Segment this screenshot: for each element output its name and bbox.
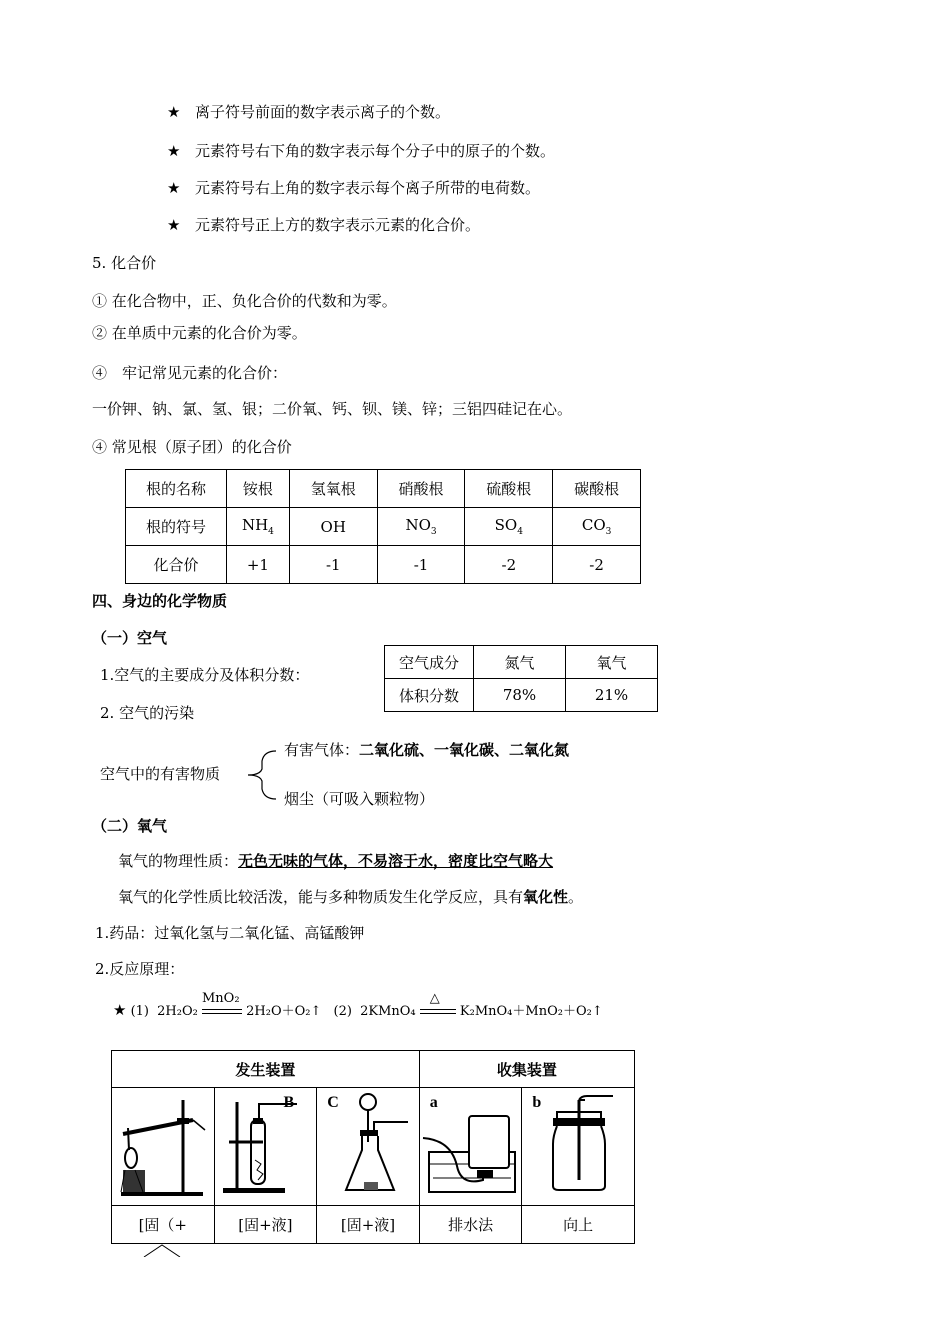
star-icon: ★ (167, 142, 181, 160)
section-heading: 5. 化合价 (92, 254, 157, 272)
col-header: 收集装置 (419, 1051, 634, 1088)
star-line: ★ 离子符号前面的数字表示离子的个数。 (167, 103, 451, 121)
paragraph: 1.药品：过氧化氢与二氧化锰、高锰酸钾 (95, 924, 365, 942)
equals-sign: △ (420, 1005, 456, 1019)
test-tube-stand-icon (215, 1090, 315, 1200)
apparatus-a (112, 1088, 215, 1206)
air-table: 空气成分 氮气 氧气 体积分数 78% 21% (384, 645, 658, 712)
paragraph: 2. 空气的污染 (100, 704, 195, 722)
apparatus-c: C (317, 1088, 420, 1206)
star-line: ★ 元素符号右下角的数字表示每个分子中的原子的个数。 (167, 142, 556, 160)
subsection-heading: （二）氧气 (92, 817, 168, 835)
oxygen-chemical: 氧气的化学性质比较活泼，能与多种物质发生化学反应，具有氧化性。 (118, 888, 584, 906)
subsection-heading: （一）空气 (92, 629, 168, 647)
harm-gas: 有害气体：二氧化硫、一氧化碳、二氧化氮 (284, 741, 570, 759)
heating-apparatus-icon (113, 1090, 213, 1200)
paragraph: ① 在化合物中，正、负化合价的代数和为零。 (92, 292, 397, 310)
star-icon: ★ (113, 1001, 127, 1019)
paragraph: ④ 常见根（原子团）的化合价 (92, 438, 292, 456)
triangle-icon (142, 1243, 182, 1257)
paragraph: 一价钾、钠、氯、氢、银；二价氧、钙、钡、镁、锌；三铝四硅记在心。 (92, 400, 573, 418)
harm-dust: 烟尘（可吸入颗粒物） (284, 790, 435, 808)
section-heading: 四、身边的化学物质 (92, 592, 228, 610)
star-icon: ★ (167, 216, 181, 234)
radical-table: 根的名称 铵根 氢氧根 硝酸根 硫酸根 碳酸根 根的符号 $NH_4$ OH $NO_3$ $SO_4$ $CO_3$ 化合价 +1 -1 -1 -2 -2 (125, 469, 641, 584)
collection-a: a (419, 1088, 522, 1206)
star-line: ★ 元素符号正上方的数字表示元素的化合价。 (167, 216, 481, 234)
oxygen-physical: 氧气的物理性质：无色无味的气体，不易溶于水，密度比空气略大 (118, 852, 554, 870)
paragraph: ② 在单质中元素的化合价为零。 (92, 324, 307, 342)
paragraph: 2.反应原理： (95, 960, 185, 978)
harm-label: 空气中的有害物质 (100, 765, 221, 783)
star-icon: ★ (167, 103, 181, 121)
apparatus-table: 发生装置 收集装置 B C a b [固（+ [固+液] [固+液] 排水法 向上 (111, 1050, 635, 1244)
equations: ★ (1) 2H₂O₂ MnO₂ 2H₂O＋O₂↑ (2) 2KMnO₄ △ K₂MnO₄＋MnO₂＋O₂↑ (113, 990, 603, 1019)
paragraph: ④ 牢记常见元素的化合价： (92, 364, 288, 382)
collection-b: b (522, 1088, 635, 1206)
gen-header: 发生装置 (112, 1051, 420, 1088)
equals-sign: MnO₂ (202, 1005, 242, 1019)
brace-icon (244, 747, 280, 803)
paragraph: 1.空气的主要成分及体积分数： (100, 666, 310, 684)
star-icon: ★ (167, 179, 181, 197)
apparatus-b: B (214, 1088, 317, 1206)
star-line: ★ 元素符号右上角的数字表示每个离子所带的电荷数。 (167, 179, 541, 197)
